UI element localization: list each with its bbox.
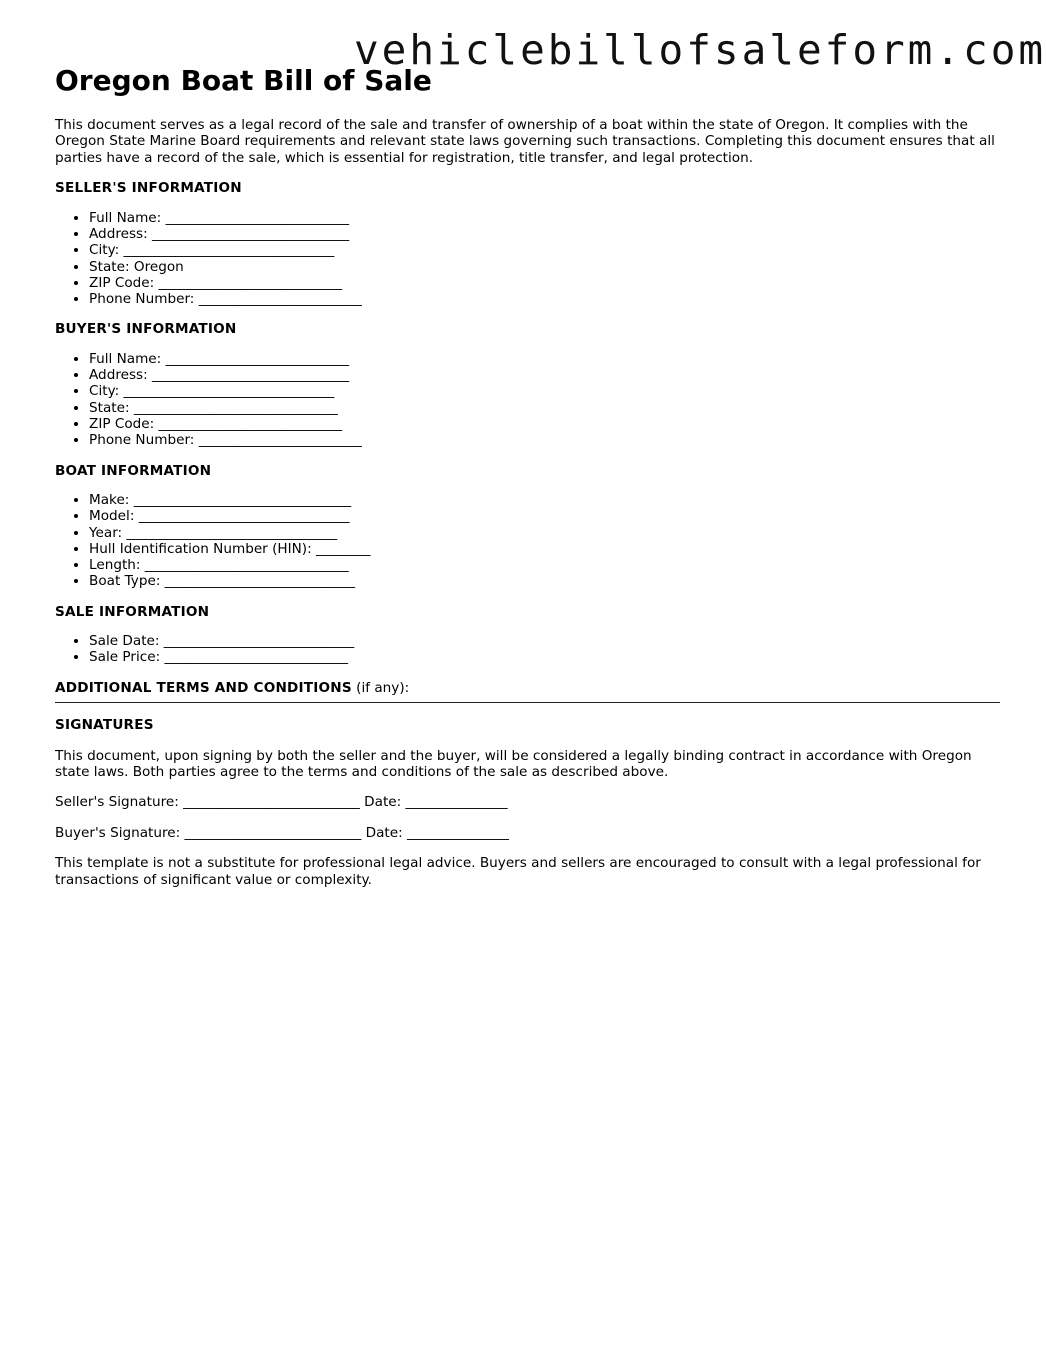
seller-city-field[interactable]: • City: _______________________________ (89, 242, 1000, 258)
buyer-phone-field[interactable]: • Phone Number: ________________________ (89, 432, 1000, 448)
buyer-zip-field[interactable]: • ZIP Code: ___________________________ (89, 416, 1000, 432)
sale-heading: SALE INFORMATION (55, 603, 210, 620)
intro-paragraph: This document serves as a legal record of the sale and transfer of ownership of a boat within the state of Oregon. It complies with the Oregon State Marine Board requirements and relevant state laws governing such transactions. Completing this document ensures that all parties have a record of the sale, which is essential for registration, title transfer, and legal protection. (55, 117, 995, 166)
sale-section (55, 604, 1000, 666)
boat-length-field[interactable]: • Length: ______________________________ (89, 557, 1000, 573)
disclaimer-paragraph: This template is not a substitute for professional legal advice. Buyers and sellers are encouraged to consult with a legal professional for transactions of significant value or complexity. (55, 855, 981, 888)
buyer-field-list (55, 351, 1000, 449)
signatures-heading: SIGNATURES (55, 717, 154, 734)
seller-field-list (55, 210, 1000, 308)
terms-heading-label: ADDITIONAL TERMS AND CONDITIONS (55, 679, 352, 696)
seller-signature-line[interactable]: Seller's Signature: __________________________ Date: _______________ (55, 794, 508, 811)
boat-hin-field[interactable]: • Hull Identification Number (HIN): ________ (89, 541, 1000, 557)
terms-entry-line[interactable] (55, 702, 1000, 703)
seller-address-field[interactable]: • Address: _____________________________ (89, 226, 1000, 242)
sale-field-list (55, 633, 1000, 666)
site-watermark: vehiclebillofsaleform.com (354, 26, 1046, 74)
terms-heading (55, 680, 1000, 696)
buyer-heading: BUYER'S INFORMATION (55, 321, 237, 338)
boat-type-field[interactable]: • Boat Type: ____________________________ (89, 573, 1000, 589)
seller-state-field: • State: Oregon (89, 259, 1000, 275)
buyer-full-name-field[interactable]: • Full Name: ___________________________ (89, 351, 1000, 367)
document-page (55, 64, 1000, 888)
terms-heading-suffix: (if any): (351, 679, 410, 696)
boat-field-list (55, 492, 1000, 590)
seller-section (55, 180, 1000, 307)
boat-heading: BOAT INFORMATION (55, 462, 212, 479)
buyer-address-field[interactable]: • Address: _____________________________ (89, 367, 1000, 383)
document-title: Oregon Boat Bill of Sale (55, 64, 432, 97)
buyer-city-field[interactable]: • City: _______________________________ (89, 383, 1000, 399)
terms-section (55, 680, 1000, 703)
boat-year-field[interactable]: • Year: _______________________________ (89, 525, 1000, 541)
sale-price-field[interactable]: • Sale Price: ___________________________ (89, 649, 1000, 665)
signatures-paragraph: This document, upon signing by both the seller and the buyer, will be considered a legally binding contract in accordance with Oregon state laws. Both parties agree to the terms and conditions of the sale as described above. (55, 747, 972, 780)
buyer-state-field[interactable]: • State: ______________________________ (89, 400, 1000, 416)
buyer-section (55, 321, 1000, 448)
boat-model-field[interactable]: • Model: _______________________________ (89, 508, 1000, 524)
signatures-section (55, 717, 1000, 841)
buyer-signature-line[interactable]: Buyer's Signature: __________________________ Date: _______________ (55, 824, 509, 841)
seller-phone-field[interactable]: • Phone Number: ________________________ (89, 291, 1000, 307)
seller-heading: SELLER'S INFORMATION (55, 180, 242, 197)
sale-date-field[interactable]: • Sale Date: ____________________________ (89, 633, 1000, 649)
seller-zip-field[interactable]: • ZIP Code: ___________________________ (89, 275, 1000, 291)
boat-section (55, 463, 1000, 590)
seller-full-name-field[interactable]: • Full Name: ___________________________ (89, 210, 1000, 226)
boat-make-field[interactable]: • Make: ________________________________ (89, 492, 1000, 508)
